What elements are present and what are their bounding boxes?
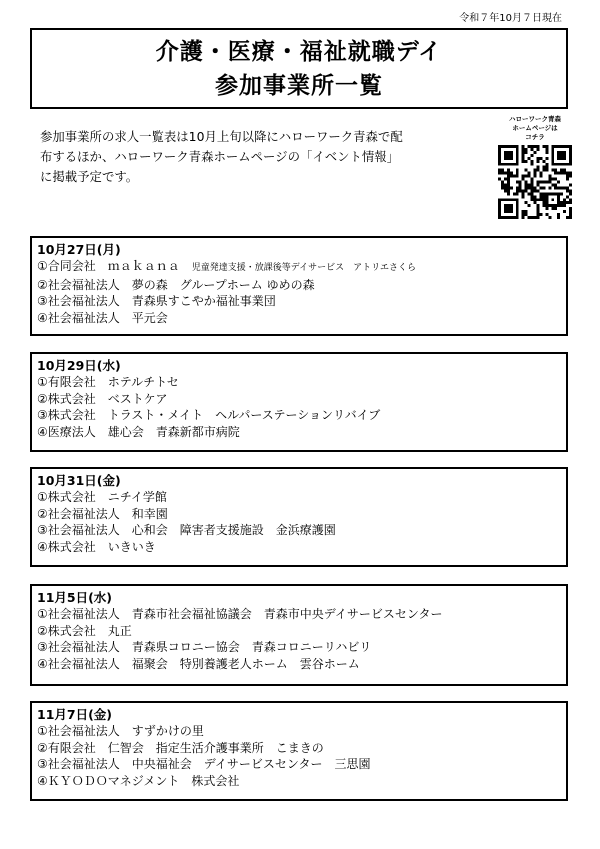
- list-item: ④医療法人 雄心会 青森新都市病院: [37, 424, 240, 439]
- day-box-oct31: [30, 467, 568, 567]
- day-heading: 11月7日(金): [37, 707, 113, 722]
- list-item: ④社会福祉法人 福聚会 特別養護老人ホーム 雲谷ホーム: [37, 656, 360, 671]
- day-box-oct27: [30, 236, 568, 336]
- day-box-nov7: [30, 701, 568, 801]
- list-item: ③社会福祉法人 青森県コロニー協会 青森コロニーリハビリ: [37, 640, 372, 655]
- as-of-date: 令和７年10月７日現在: [459, 13, 562, 24]
- list-item: ③社会福祉法人 青森県すこやか福祉事業団: [37, 294, 276, 309]
- list-item: ④ＫＹＯＤＯマネジメント 株式会社: [37, 773, 240, 788]
- qr-caption-line-3: コチラ: [525, 133, 545, 141]
- list-item: ①株式会社 ニチイ学館: [37, 490, 167, 504]
- list-item: ③株式会社 トラスト・メイト ヘルパーステーションリバイブ: [37, 408, 381, 423]
- list-item: ②社会福祉法人 和幸園: [37, 506, 168, 521]
- list-item: ②株式会社 丸正: [37, 623, 132, 638]
- intro-line-1: 参加事業所の求人一覧表は10月上旬以降にハローワーク青森で配: [40, 129, 403, 144]
- list-item: [37, 258, 566, 277]
- list-item: ④社会福祉法人 平元会: [37, 310, 168, 325]
- list-item: ②株式会社 ベストケア: [37, 391, 168, 406]
- day-box-nov5: [30, 584, 568, 686]
- list-item: ④株式会社 いきいき: [37, 539, 156, 554]
- list-item: ①社会福祉法人 すずかけの里: [37, 724, 204, 738]
- day-heading: 10月27日(月): [37, 242, 121, 257]
- intro-text: [40, 127, 480, 187]
- day-box-oct29: [30, 352, 568, 452]
- qr-caption-line-1: ハローワーク青森: [509, 115, 561, 123]
- day-heading: 11月5日(水): [37, 590, 113, 605]
- page-subtitle: 参加事業所一覧: [215, 73, 383, 99]
- day-heading: 10月31日(金): [37, 473, 121, 488]
- qr-caption-line-2: ホームページは: [512, 124, 558, 132]
- qr-area: [490, 115, 580, 219]
- day-heading: 10月29日(水): [37, 358, 121, 373]
- qr-code-icon[interactable]: [498, 145, 572, 219]
- page-title: 介護・医療・福祉就職デイ: [155, 39, 443, 65]
- entry-name: ①合同会社 ｍａｋａｎａ: [37, 259, 192, 273]
- list-item: ①社会福祉法人 青森市社会福祉協議会 青森市中央デイサービスセンター: [37, 607, 443, 621]
- list-item: ②社会福祉法人 夢の森 グループホーム ゆめの森: [37, 277, 315, 292]
- intro-line-2: 布するほか、ハローワーク青森ホームページの「イベント情報」: [40, 149, 400, 164]
- list-item: ③社会福祉法人 中央福祉会 デイサービスセンター 三思園: [37, 757, 371, 772]
- intro-line-3: に掲載予定です。: [40, 169, 139, 184]
- list-item: ②有限会社 仁智会 指定生活介護事業所 こまきの: [37, 740, 324, 755]
- entry-detail: 児童発達支援・放課後等デイサービス アトリエさくら: [191, 263, 416, 273]
- list-item: ①有限会社 ホテルチトセ: [37, 375, 179, 389]
- list-item: ③社会福祉法人 心和会 障害者支援施設 金浜療護園: [37, 523, 336, 538]
- title-box: [30, 28, 568, 109]
